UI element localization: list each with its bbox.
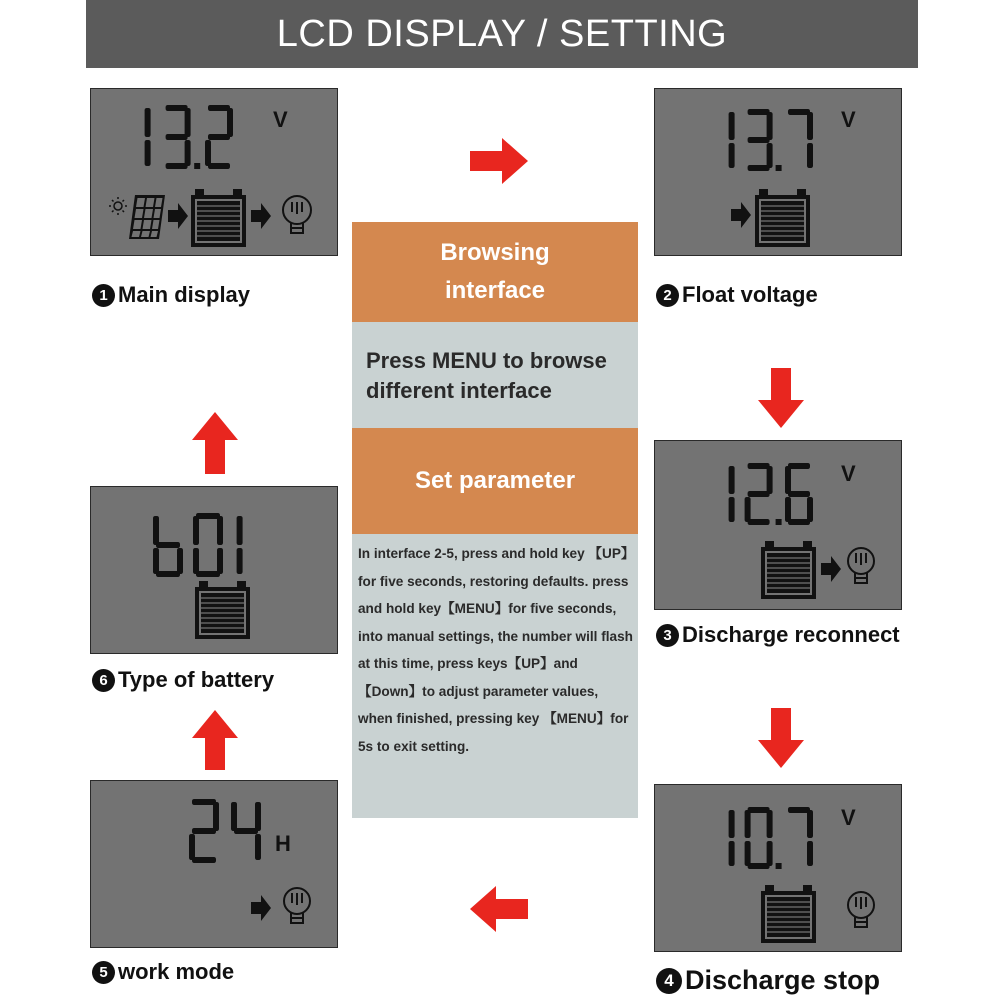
lcd-segment: [192, 828, 216, 834]
lcd-segment: [166, 163, 188, 169]
lcd-segment: [166, 105, 188, 111]
panel-label-discharge-reconnect: [656, 622, 900, 648]
lcd-segment: [166, 134, 188, 140]
lcd-segment: [767, 841, 773, 866]
lcd-segment: [745, 841, 751, 866]
lcd-segment: [208, 105, 230, 111]
panel-label-main-display: [92, 282, 250, 308]
lcd-segment: [807, 841, 813, 866]
lcd-segment: [748, 165, 770, 171]
arrow-right-icon: [821, 556, 841, 582]
lcd-segment: [255, 802, 261, 831]
setting-instructions: In interface 2-5, press and hold key 【UP】for five seconds, restoring defaults. press and hold key【MENU】for five seconds, into manual settings, the number will flash at this time, press keys【UP】and 【Down】to adjust parameter values, when finished, pressing key 【MENU】for 5s to exit setting.: [358, 546, 635, 754]
lcd-digit: [788, 109, 813, 168]
lcd-segment: [145, 108, 151, 137]
label-text: Float voltage: [682, 282, 818, 307]
lcd-segment: [767, 810, 773, 838]
lcd-segment: [788, 109, 810, 115]
lcd-segment: [234, 828, 258, 834]
number-badge: 2: [656, 284, 679, 307]
browsing-interface-header: [352, 222, 638, 322]
bulb-icon: [284, 888, 310, 923]
lcd-digit: [166, 105, 191, 169]
browsing-instructions: Press MENU to browse different interface: [366, 348, 607, 403]
lcd-segment: [189, 834, 195, 860]
lcd-segment: [748, 463, 770, 469]
lcd-segment: [788, 519, 810, 525]
lcd-segment: [196, 571, 220, 577]
lcd-segment: [153, 516, 159, 545]
lcd-segment: [729, 497, 735, 522]
lcd-segment: [145, 140, 151, 166]
lcd-segment: [729, 466, 735, 494]
lcd-digit: [145, 108, 151, 166]
label-text: work mode: [118, 959, 235, 984]
lcd-segment: [729, 112, 735, 140]
lcd-reading: [153, 513, 243, 577]
battery-icon: [761, 541, 816, 599]
lcd-float-voltage: [654, 88, 902, 256]
lcd-unit: H: [275, 831, 291, 856]
lcd-decimal-point: [776, 165, 782, 171]
number-badge: 3: [656, 624, 679, 647]
bulb-icon: [848, 548, 874, 583]
number-badge: 5: [92, 961, 115, 984]
lcd-segment: [807, 143, 813, 168]
lcd-segment: [807, 497, 813, 522]
lcd-reading: [729, 109, 813, 171]
lcd-segment: [217, 516, 223, 545]
lcd-digit: [205, 105, 233, 169]
lcd-segment: [192, 857, 216, 863]
lcd-segment: [767, 112, 773, 140]
lcd-main-display: [90, 88, 338, 256]
lcd-segment: [785, 497, 791, 522]
lcd-digit: [729, 112, 735, 168]
lcd-discharge-reconnect: [654, 440, 902, 610]
lcd-reading: [729, 463, 813, 525]
lcd-decimal-point: [776, 863, 782, 869]
lcd-digit: [237, 516, 243, 574]
lcd-segment: [729, 810, 735, 838]
lcd-segment: [767, 143, 773, 168]
battery-icon: [195, 581, 250, 639]
lcd-segment: [208, 163, 230, 169]
lcd-segment: [767, 466, 773, 494]
arrow-up-icon: [192, 412, 238, 474]
lcd-content: [655, 89, 903, 257]
lcd-segment: [205, 140, 211, 166]
lcd-content: [655, 785, 903, 953]
lcd-discharge-stop: [654, 784, 902, 952]
lcd-segment: [255, 834, 261, 860]
lcd-segment: [748, 137, 770, 143]
lcd-segment: [227, 108, 233, 137]
lcd-segment: [748, 109, 770, 115]
lcd-segment: [745, 497, 751, 522]
lcd-segment: [788, 807, 810, 813]
lcd-digit: [745, 463, 773, 525]
lcd-segment: [213, 802, 219, 831]
number-badge: 1: [92, 284, 115, 307]
lcd-reading: [729, 807, 813, 869]
lcd-segment: [748, 863, 770, 869]
lcd-content: [91, 781, 339, 949]
solar-panel-icon: [129, 195, 165, 239]
panel-label-type-of-battery: [92, 667, 274, 693]
lcd-digit: [231, 802, 261, 860]
lcd-segment: [788, 491, 810, 497]
lcd-content: [91, 487, 339, 655]
arrow-right-icon: [470, 138, 528, 184]
lcd-reading: [189, 799, 261, 863]
lcd-unit: V: [273, 107, 288, 132]
lcd-segment: [748, 807, 770, 813]
lcd-type-of-battery: [90, 486, 338, 654]
lcd-digit: [788, 807, 813, 866]
set-parameter-header: [352, 428, 638, 534]
lcd-segment: [185, 108, 191, 137]
lcd-unit: V: [841, 107, 856, 132]
lcd-segment: [192, 799, 216, 805]
lcd-segment: [156, 571, 180, 577]
lcd-work-mode: [90, 780, 338, 948]
arrow-right-icon: [251, 203, 271, 229]
arrow-down-icon: [758, 708, 804, 768]
arrow-left-icon: [470, 886, 528, 932]
lcd-segment: [217, 548, 223, 574]
lcd-segment: [748, 491, 770, 497]
label-text: Type of battery: [118, 667, 275, 692]
number-badge: 6: [92, 669, 115, 692]
lcd-segment: [729, 841, 735, 866]
lcd-segment: [785, 466, 791, 494]
browsing-title: Browsing interface: [440, 239, 550, 304]
lcd-segment: [193, 548, 199, 574]
battery-icon: [755, 189, 810, 247]
panel-label-discharge-stop: [656, 965, 880, 996]
arrow-down-icon: [758, 368, 804, 428]
lcd-segment: [231, 802, 237, 831]
lcd-segment: [153, 548, 159, 574]
lcd-unit: V: [841, 805, 856, 830]
instructions-panel: [352, 222, 638, 818]
lcd-segment: [237, 516, 243, 545]
lcd-segment: [237, 548, 243, 574]
lcd-segment: [807, 112, 813, 140]
lcd-segment: [156, 542, 180, 548]
lcd-unit: V: [841, 461, 856, 486]
page-title: LCD DISPLAY / SETTING: [86, 0, 918, 68]
lcd-decimal-point: [776, 519, 782, 525]
lcd-content: [91, 89, 339, 257]
lcd-segment: [807, 810, 813, 838]
lcd-segment: [196, 513, 220, 519]
lcd-digit: [193, 513, 223, 577]
lcd-segment: [193, 516, 199, 545]
arrow-right-icon: [731, 202, 751, 228]
arrow-right-icon: [251, 895, 271, 921]
lcd-digit: [745, 807, 773, 869]
battery-icon: [761, 885, 816, 943]
label-text: Main display: [118, 282, 251, 307]
lcd-decimal-point: [194, 163, 200, 169]
panel-label-float-voltage: [656, 282, 818, 308]
arrow-right-icon: [168, 203, 188, 229]
lcd-digit: [189, 799, 219, 863]
lcd-digit: [153, 516, 183, 577]
lcd-segment: [748, 519, 770, 525]
label-text: Discharge stop: [685, 965, 881, 995]
lcd-segment: [729, 143, 735, 168]
bulb-icon: [283, 196, 311, 233]
bulb-icon: [848, 892, 874, 927]
lcd-segment: [745, 810, 751, 838]
lcd-digit: [729, 810, 735, 866]
lcd-content: [655, 441, 903, 611]
battery-icon: [191, 189, 246, 247]
number-badge: 4: [656, 968, 682, 994]
sun-icon: [109, 197, 127, 215]
panel-label-work-mode: [92, 959, 234, 985]
lcd-segment: [208, 134, 230, 140]
arrow-up-icon: [192, 710, 238, 770]
lcd-reading: [145, 105, 233, 169]
set-title: Set parameter: [414, 467, 576, 494]
label-text: Discharge reconnect: [682, 622, 900, 647]
lcd-segment: [185, 140, 191, 166]
lcd-segment: [788, 463, 810, 469]
lcd-digit: [729, 466, 735, 522]
lcd-digit: [785, 463, 813, 525]
lcd-segment: [177, 548, 183, 574]
lcd-digit: [748, 109, 773, 171]
